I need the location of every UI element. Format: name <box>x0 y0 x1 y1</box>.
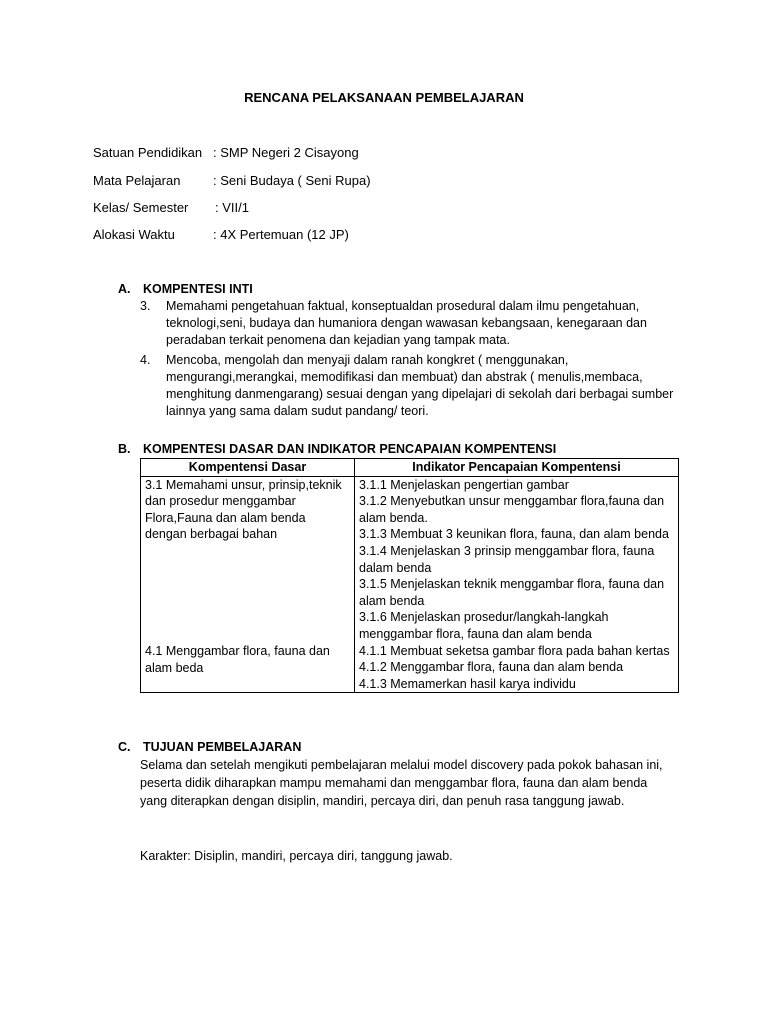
item-number: 4. <box>140 353 151 367</box>
indicator-item: 4.1.2 Menggambar flora, fauna dan alam benda <box>359 660 624 675</box>
indicator-item: 4.1.3 Memamerkan hasil karya individu <box>359 676 576 691</box>
indicator-item: 3.1.1 Menjelaskan pengertian gambar <box>359 477 569 492</box>
section-letter: A. <box>118 282 131 296</box>
section-title: TUJUAN PEMBELAJARAN <box>143 740 302 754</box>
table-row <box>141 476 679 693</box>
section-a-item-4 <box>140 352 680 420</box>
identity-value: : 4X Pertemuan (12 JP) <box>213 227 349 242</box>
section-a-item-3 <box>140 298 680 349</box>
identity-value: : Seni Budaya ( Seni Rupa) <box>213 173 371 188</box>
character-line: Karakter: Disiplin, mandiri, percaya diri, tanggung jawab. <box>140 849 453 863</box>
section-title: KOMPENTESI INTI <box>143 282 253 296</box>
identity-value: : VII/1 <box>215 200 249 215</box>
indicator-item: 3.1.4 Menjelaskan 3 prinsip menggambar flora, fauna dalam benda <box>359 543 655 575</box>
indicator-item: 4.1.1 Membuat seketsa gambar flora pada bahan kertas <box>359 643 670 658</box>
kd-4-text: 4.1 Menggambar flora, fauna dan alam beda <box>145 643 330 675</box>
identity-label: Kelas/ Semester <box>93 200 189 215</box>
item-text: Memahami pengetahuan faktual, konseptualdan prosedural dalam ilmu pengetahuan, teknologi,seni, budaya dan humaniora dengan wawasan kebangsaan, kenegaraan dan peradaban terkait penomena dan kejadian yang tampak mata. <box>166 299 647 347</box>
table-header-ipk: Indikator Pencapaian Kompentensi <box>355 459 679 477</box>
section-c-heading <box>118 739 301 756</box>
table-header-kd: Kompentensi Dasar <box>141 459 355 477</box>
indicator-item: 3.1.2 Menyebutkan unsur menggambar flora,fauna dan alam benda. <box>359 494 665 525</box>
objective-paragraph: Selama dan setelah mengikuti pembelajaran melalui model discovery pada pokok bahasan ini, peserta didik diharapkan mampu memahami dan menggambar flora, fauna dan alam benda yang diterapkan dengan disiplin, mandiri, percaya diri, dan penuh rasa tanggung jawab. <box>140 758 663 808</box>
item-text: Mencoba, mengolah dan menyaji dalam ranah kongkret ( menggunakan, mengurangi,merangkai, memodifikasi dan membuat) dan abstrak ( menulis,membaca, menghitung danmengarang) sesuai dengan yang dipelajari di sekolah dari berbagai sumber lainnya yang sama dalam sudut pandang/ teori. <box>166 353 674 418</box>
document-title: RENCANA PELAKSANAAN PEMBELAJARAN <box>244 90 524 105</box>
section-letter: B. <box>118 442 131 456</box>
kd-3-text: 3.1 Memahami unsur, prinsip,teknik dan prosedur menggambar Flora,Fauna dan alam benda dengan berbagai bahan <box>145 477 342 542</box>
identity-row-school <box>93 144 359 161</box>
identity-value: : SMP Negeri 2 Cisayong <box>213 145 359 160</box>
indicator-item: 3.1.5 Menjelaskan teknik menggambar flora, fauna dan alam benda <box>359 577 665 608</box>
identity-label: Alokasi Waktu <box>93 227 175 242</box>
section-title: KOMPENTESI DASAR DAN INDIKATOR PENCAPAIAN KOMPENTENSI <box>143 442 557 456</box>
identity-row-subject <box>93 172 371 189</box>
identity-label: Satuan Pendidikan <box>93 145 203 160</box>
identity-label: Mata Pelajaran <box>93 173 181 188</box>
section-a-heading <box>118 281 253 298</box>
table-cell-kd <box>141 476 355 693</box>
indicator-item: 3.1.3 Membuat 3 keunikan flora, fauna, dan alam benda <box>359 527 669 542</box>
identity-row-time <box>93 226 349 243</box>
section-letter: C. <box>118 740 131 754</box>
table-header-row <box>141 459 679 477</box>
indicator-item: 3.1.6 Menjelaskan prosedur/langkah-langkah menggambar flora, fauna dan alam benda <box>359 610 609 641</box>
identity-row-class <box>93 199 249 216</box>
item-number: 3. <box>140 299 151 313</box>
section-b-heading <box>118 441 556 458</box>
table-cell-indicators <box>355 476 679 693</box>
competency-table <box>140 458 679 693</box>
